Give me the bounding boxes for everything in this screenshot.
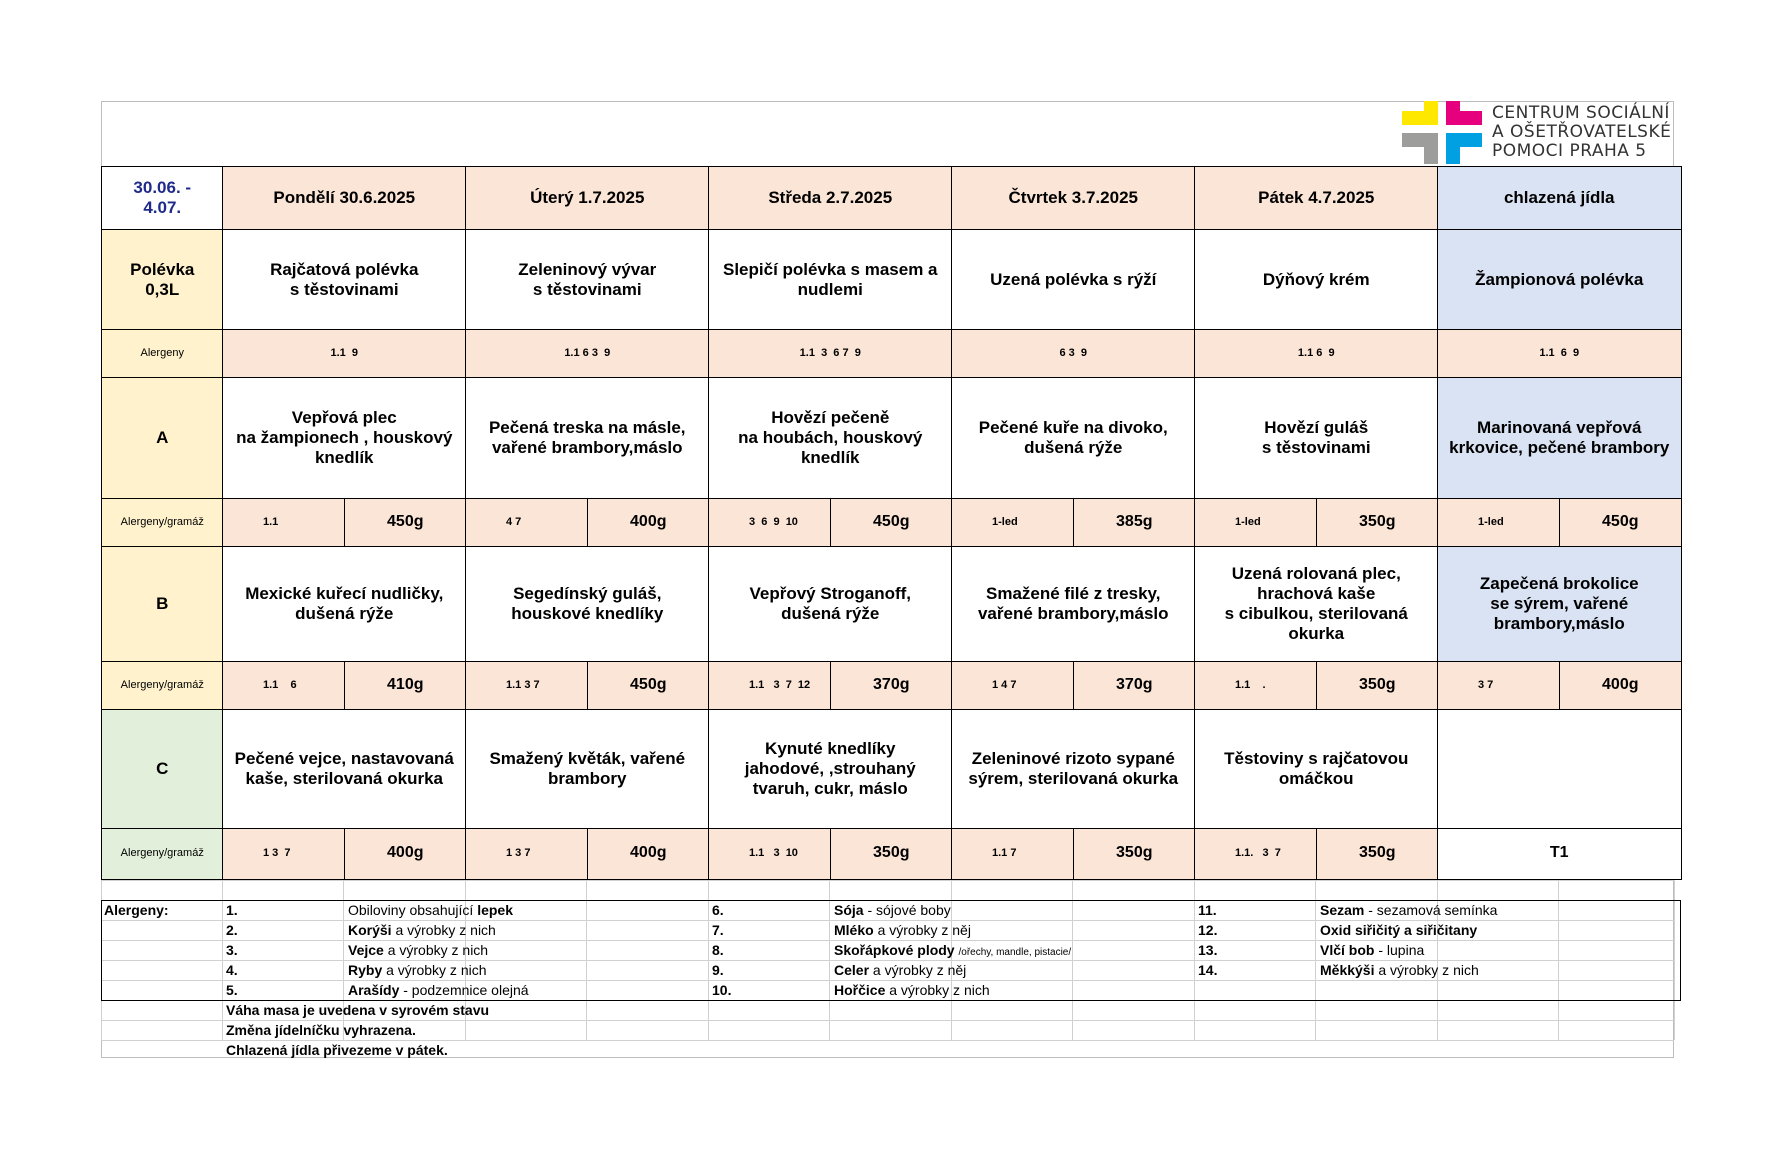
menu-b-weight-6-text: 400g [1602,676,1639,694]
menu-b-weight-4-text: 370g [1116,676,1153,694]
legend-item-bold: Skořápkové plody [834,942,955,958]
menu-a-weight-1 [344,498,467,548]
menu-a-dish-6 [1437,377,1682,500]
legend-item-rest: a výrobky z nich [1374,962,1479,978]
legend-item-rest: - podzemnice olejná [399,982,529,998]
legend-item-note: /ořechy, mandle, pistacie/ [958,947,1072,958]
day-header-5-text: Pátek 4.7.2025 [1258,188,1375,208]
soup-allergens-6-text: 1.1 6 9 [1539,347,1580,360]
menu-a-allergens-1-text: 1.1 [263,516,279,529]
row-label-a-text: A [156,428,169,448]
menu-c-weight-4-text: 350g [1116,844,1153,862]
day-header-4 [951,166,1196,231]
legend-item-number: 2. [226,922,238,938]
legend-item-bold: Arašídy [348,982,400,998]
legend-item-text [348,960,487,980]
day-header-1-text: Pondělí 30.6.2025 [273,188,416,208]
legend-item-number: 13. [1198,942,1218,958]
legend-item-bold: Měkkýši [1320,962,1375,978]
menu-a-allergens-3 [708,498,832,548]
legend-item-text [1320,920,1477,940]
menu-b-allergens-5-text: 1.1 . [1235,679,1266,692]
menu-b-dish-6 [1437,546,1682,663]
menu-a-allergens-5 [1194,498,1318,548]
menu-a-weight-1-text: 450g [387,513,424,531]
legend-item-number: 12. [1198,922,1218,938]
menu-b-weight-5 [1316,661,1439,711]
menu-c-dish-6 [1437,709,1682,830]
legend-item-number: 7. [712,922,724,938]
menu-a-dish-2-text: Pečená treska na másle, vařené brambory,máslo [488,418,686,458]
menu-a-dish-6-text: Marinovaná vepřová krkovice, pečené brambory [1449,418,1670,458]
menu-c-allergens-3 [708,828,832,880]
legend-item-number: 1. [226,902,238,918]
menu-c-allergens-3-text: 1.1 3 10 [749,847,798,860]
menu-c-dish-4-text: Zeleninové rizoto sypané sýrem, sterilovaná okurka [968,749,1179,789]
menu-b-dish-1-text: Mexické kuřecí nudličky, dušená rýže [245,584,444,624]
menu-c-dish-1-text: Pečené vejce, nastavovaná kaše, sterilovaná okurka [234,749,454,789]
menu-a-allergens-2-text: 4 7 [506,516,522,529]
menu-c-weight-1-text: 400g [387,844,424,862]
menu-a-weight-6-text: 450g [1602,513,1639,531]
legend-item-rest: - lupina [1374,942,1425,958]
menu-c-allergens-5 [1194,828,1318,880]
soup-dish-6 [1437,229,1682,331]
menu-c-dish-2 [465,709,710,830]
legend-item-rest: a výrobky z něj [869,962,967,978]
soup-dish-3 [708,229,953,331]
soup-allergens-6 [1437,329,1682,379]
legend-item-pre: Obiloviny obsahující [348,902,478,918]
menu-a-dish-5-text: Hovězí guláš s těstovinami [1261,418,1371,458]
row-label-a [101,377,224,500]
legend-item-rest: a výrobky z něj [873,922,971,938]
soup-dish-6-text: Žampionová polévka [1475,269,1644,289]
logo [1402,101,1482,164]
legend-item-number: 10. [712,982,732,998]
legend-item-bold: Ryby [348,962,383,978]
day-header-2 [465,166,710,231]
menu-c-allergens-4 [951,828,1075,880]
menu-a-weight-2-text: 400g [630,513,667,531]
menu-c-weight-2-text: 400g [630,844,667,862]
legend-item-bold: Mléko [834,922,874,938]
soup-allergens-3 [708,329,953,379]
menu-b-weight-3-text: 370g [873,676,910,694]
org-name-line3: POMOCI PRAHA 5 [1492,141,1647,161]
row-label-soup-text: Polévka 0,3L [130,259,195,299]
menu-a-allergens-4 [951,498,1075,548]
soup-allergens-5-text: 1.1 6 9 [1297,347,1335,360]
menu-a-allergens-6 [1437,498,1561,548]
menu-a-weight-5-text: 350g [1359,513,1396,531]
menu-b-dish-2-text: Segedínský guláš, houskové knedlíky [511,584,664,624]
menu-b-dish-2 [465,546,710,663]
legend-item-bold: Sezam [1320,902,1365,918]
legend-item-number: 3. [226,942,238,958]
menu-c-dish-4 [951,709,1196,830]
week-range [101,166,224,231]
menu-c-weight-3 [830,828,953,880]
menu-a-dish-2 [465,377,710,500]
menu-c-allergens-2-text: 1 3 7 [506,847,531,860]
legend-item-text [834,980,990,1000]
legend-grid-line [101,880,1674,881]
week-range-line2: 4.07. [143,198,182,218]
legend-title: Alergeny: [104,902,169,918]
legend-item-text [834,900,951,920]
menu-b-weight-1-text: 410g [387,676,424,694]
legend-item-text [348,900,513,920]
org-name [1492,104,1671,161]
menu-b-weight-2-text: 450g [630,676,667,694]
menu-b-dish-6-text: Zapečená brokolice se sýrem, vařené brambory,máslo [1479,574,1639,634]
menu-b-allergens-1 [222,661,346,711]
menu-a-weight-3-text: 450g [873,513,910,531]
legend-item-bold: Korýši [348,922,392,938]
row-label-b [101,546,224,663]
menu-a-dish-3-text: Hovězí pečeně na houbách, houskový knedlík [738,408,923,468]
soup-dish-1 [222,229,467,331]
soup-allergens-1 [222,329,467,379]
menu-c-chilled-code-text: T1 [1549,844,1569,862]
legend-item-text [1320,900,1497,920]
soup-allergens-5 [1194,329,1439,379]
legend-item-text [834,960,966,980]
legend-item-rest: a výrobky z nich [383,942,489,958]
menu-c-dish-2-text: Smažený květák, vařené brambory [489,749,686,789]
row-label-soup [101,229,224,331]
menu-b-dish-3 [708,546,953,663]
menu-a-allergens-2 [465,498,589,548]
menu-c-dish-3-text: Kynuté knedlíky jahodové, ,strouhaný tvaruh, cukr, máslo [744,739,916,799]
menu-c-weight-5-text: 350g [1359,844,1396,862]
soup-allergens-2-text: 1.1 6 3 9 [564,347,611,360]
menu-b-weight-4 [1073,661,1196,711]
legend-item-number: 14. [1198,962,1218,978]
menu-b-allergens-3 [708,661,832,711]
menu-c-allergens-1 [222,828,346,880]
legend-item-bold: Vejce [348,942,384,958]
menu-a-dish-5 [1194,377,1439,500]
soup-dish-3-text: Slepičí polévka s masem a nudlemi [722,259,938,299]
menu-c-weight-5 [1316,828,1439,880]
day-header-2-text: Úterý 1.7.2025 [530,188,645,208]
menu-c-allergens-1-text: 1 3 7 [263,847,291,860]
menu-a-allergens-4-text: 1-led [992,516,1018,529]
day-header-6 [1437,166,1682,231]
menu-c-weight-4 [1073,828,1196,880]
legend-item-rest: a výrobky z nich [382,962,487,978]
soup-dish-5 [1194,229,1439,331]
soup-allergens-3-text: 1.1 3 6 7 9 [799,347,861,360]
menu-c-allergens-2 [465,828,589,880]
logo-cross-icon [1402,101,1482,164]
legend-item-number: 8. [712,942,724,958]
legend-item-text [834,920,971,940]
menu-c-chilled-code [1437,828,1682,880]
menu-c-weight-label-text: Alergeny/gramáž [120,847,204,860]
menu-b-dish-3-text: Vepřový Stroganoff, dušená rýže [749,584,912,624]
soup-dish-2 [465,229,710,331]
menu-b-allergens-2-text: 1.1 3 7 [506,679,540,692]
menu-a-allergens-5-text: 1-led [1235,516,1261,529]
legend-item-text [348,920,496,940]
menu-a-weight-4 [1073,498,1196,548]
menu-b-allergens-3-text: 1.1 3 7 12 [749,679,811,692]
menu-b-weight-1 [344,661,467,711]
menu-a-dish-1 [222,377,467,500]
legend-note: Váha masa je uvedena v syrovém stavu [226,1002,490,1018]
menu-a-allergens-1 [222,498,346,548]
soup-dish-2-text: Zeleninový vývar s těstovinami [518,259,657,299]
menu-a-dish-4 [951,377,1196,500]
row-label-c-text: C [156,759,169,779]
legend-item-text [1320,960,1479,980]
legend-item-number: 4. [226,962,238,978]
legend-note: Chlazená jídla přivezeme v pátek. [226,1042,448,1058]
menu-b-weight-label [101,661,224,711]
legend-item-number: 9. [712,962,724,978]
row-label-soup-allergens-text: Alergeny [140,347,184,360]
menu-b-allergens-1-text: 1.1 6 [263,679,297,692]
menu-b-weight-label-text: Alergeny/gramáž [120,679,204,692]
menu-b-dish-5-text: Uzená rolovaná plec, hrachová kaše s cibulkou, sterilovaná okurka [1224,564,1408,644]
menu-b-weight-6 [1559,661,1682,711]
legend-item-number: 6. [712,902,724,918]
day-header-3 [708,166,953,231]
menu-b-dish-5 [1194,546,1439,663]
menu-c-allergens-4-text: 1.1 7 [992,847,1017,860]
row-label-c [101,709,224,830]
menu-c-weight-3-text: 350g [873,844,910,862]
menu-c-dish-5 [1194,709,1439,830]
menu-b-allergens-2 [465,661,589,711]
legend-item-bold: Hořčice [834,982,886,998]
menu-a-weight-2 [587,498,710,548]
legend-item-number: 5. [226,982,238,998]
legend-item-rest: - sójové boby [863,902,951,918]
menu-b-dish-4 [951,546,1196,663]
legend-item-rest: - sezamová semínka [1364,902,1498,918]
menu-a-allergens-6-text: 1-led [1478,516,1504,529]
menu-a-weight-3 [830,498,953,548]
row-label-b-text: B [156,594,169,614]
menu-a-weight-4-text: 385g [1116,513,1153,531]
menu-b-allergens-6 [1437,661,1561,711]
legend-item-bold: Oxid siřičitý a siřičitany [1320,922,1478,938]
day-header-4-text: Čtvrtek 3.7.2025 [1008,188,1138,208]
legend-item-bold: Sója [834,902,864,918]
soup-allergens-2 [465,329,710,379]
week-range-text [133,178,191,218]
legend-item-boldend: lepek [477,902,513,918]
menu-c-dish-1 [222,709,467,830]
menu-c-weight-label [101,828,224,880]
menu-b-dish-1 [222,546,467,663]
soup-dish-1-text: Rajčatová polévka s těstovinami [270,259,419,299]
menu-c-weight-1 [344,828,467,880]
menu-c-dish-3 [708,709,953,830]
legend-item-rest: a výrobky z nich [885,982,990,998]
org-name-line1: CENTRUM SOCIÁLNÍ [1492,103,1670,123]
legend-item-text [348,980,529,1000]
day-header-3-text: Středa 2.7.2025 [768,188,893,208]
menu-b-allergens-5 [1194,661,1318,711]
soup-allergens-4-text: 6 3 9 [1059,347,1088,360]
menu-b-weight-5-text: 350g [1359,676,1396,694]
row-label-soup-allergens [101,329,224,379]
soup-dish-4-text: Uzená polévka s rýží [990,269,1157,289]
menu-a-dish-4-text: Pečené kuře na divoko, dušená rýže [978,418,1168,458]
menu-a-weight-label [101,498,224,548]
menu-b-allergens-4 [951,661,1075,711]
menu-a-dish-3 [708,377,953,500]
legend-item-bold: Celer [834,962,870,978]
legend-item-rest: a výrobky z nich [391,922,496,938]
day-header-1 [222,166,467,231]
day-header-5 [1194,166,1439,231]
menu-a-dish-1-text: Vepřová plec na žampionech , houskový knedlík [236,408,453,468]
menu-a-allergens-3-text: 3 6 9 10 [749,516,798,529]
legend-item-number: 11. [1198,902,1217,918]
legend-item-bold: Vlčí bob [1320,942,1375,958]
menu-c-dish-5-text: Těstoviny s rajčatovou omáčkou [1224,749,1409,789]
week-range-line1: 30.06. - [133,178,192,198]
soup-dish-5-text: Dýňový krém [1262,269,1370,289]
menu-c-allergens-5-text: 1.1. 3 7 [1235,847,1281,860]
menu-b-allergens-4-text: 1 4 7 [992,679,1017,692]
menu-b-dish-4-text: Smažené filé z tresky, vařené brambory,máslo [977,584,1169,624]
menu-b-weight-2 [587,661,710,711]
legend-note: Změna jídelníčku vyhrazena. [226,1022,416,1038]
menu-a-weight-5 [1316,498,1439,548]
legend-item-text [834,940,1071,960]
soup-allergens-4 [951,329,1196,379]
soup-dish-4 [951,229,1196,331]
menu-c-weight-2 [587,828,710,880]
menu-b-allergens-6-text: 3 7 [1478,679,1494,692]
org-name-line2: A OŠETŘOVATELSKÉ [1492,122,1672,142]
menu-a-weight-6 [1559,498,1682,548]
legend-item-text [1320,940,1424,960]
menu-b-weight-3 [830,661,953,711]
soup-allergens-1-text: 1.1 9 [330,347,359,360]
legend-item-text [348,940,488,960]
menu-a-weight-label-text: Alergeny/gramáž [120,516,204,529]
day-header-6-text: chlazená jídla [1503,188,1615,208]
